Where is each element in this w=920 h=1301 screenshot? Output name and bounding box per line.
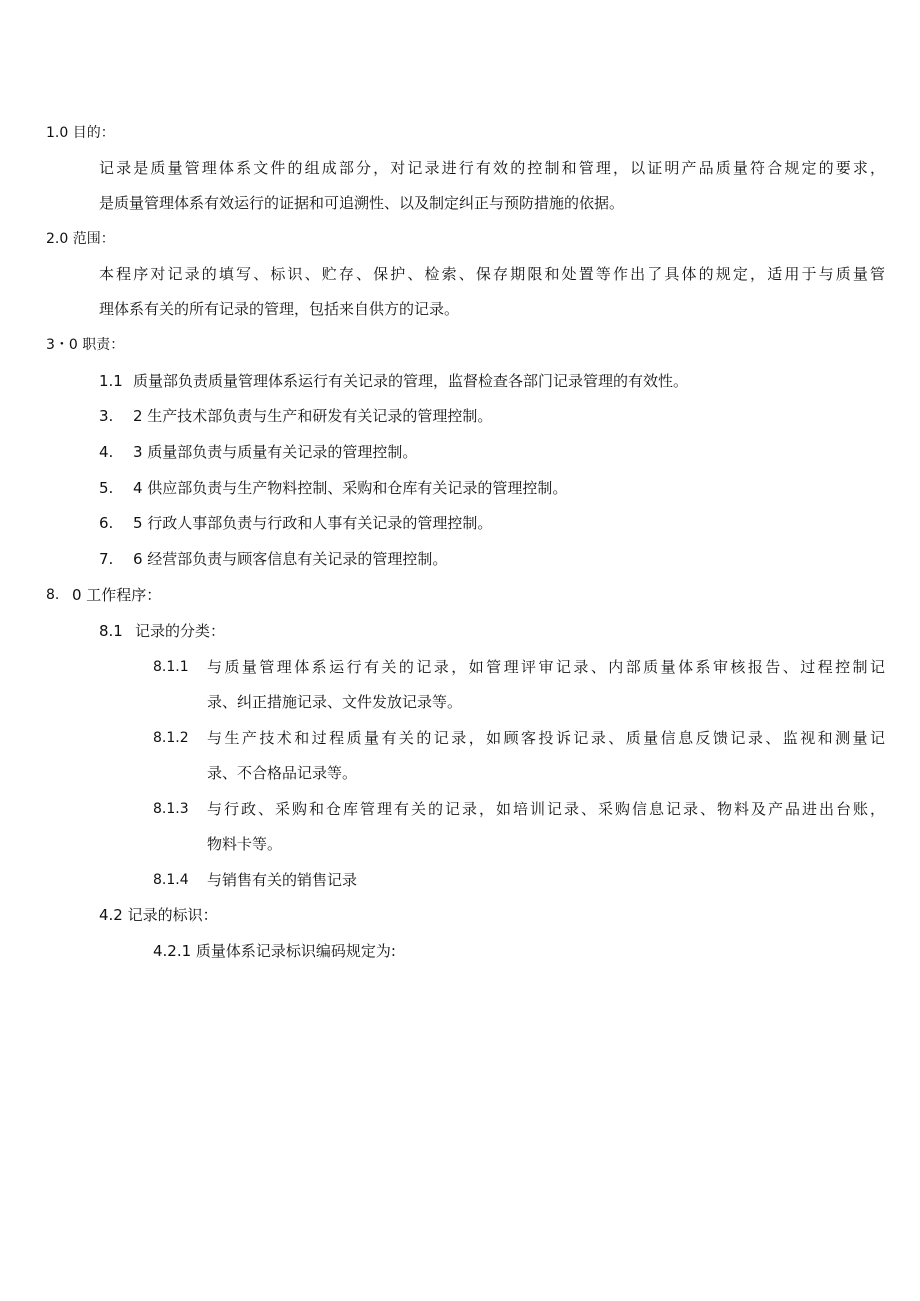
purpose-paragraph-line-1: 记录是质量管理体系文件的组成部分，对记录进行有效的控制和管理，以证明产品质量符合规定的要求，	[99, 159, 885, 177]
section-responsibility-heading: 3・0 职责：	[46, 337, 125, 353]
classification-item-number: 8.1.1	[153, 659, 189, 675]
responsibility-item-text: 6 经营部负责与顾客信息有关记录的管理控制。	[133, 550, 448, 568]
purpose-paragraph-line-2: 是质量管理体系有效运行的证据和可追溯性、以及制定纠正与预防措施的依据。	[99, 194, 625, 212]
scope-paragraph-line-1: 本程序对记录的填写、标识、贮存、保护、检索、保存期限和处置等作出了具体的规定，适用于与质量管	[99, 265, 885, 283]
section-procedure-heading: 0 工作程序：	[72, 586, 162, 604]
responsibility-item-number: 3.	[99, 407, 114, 425]
responsibility-item-number: 6.	[99, 514, 114, 532]
classification-item-line-1: 与质量管理体系运行有关的记录，如管理评审记录、内部质量体系审核报告、过程控制记	[207, 658, 885, 676]
section-scope-heading: 2.0 范围：	[46, 231, 115, 247]
responsibility-item-text: 4 供应部负责与生产物料控制、采购和仓库有关记录的管理控制。	[133, 479, 568, 497]
classification-item-number: 8.1.2	[153, 730, 189, 746]
classification-item-line-1: 与行政、采购和仓库管理有关的记录，如培训记录、采购信息记录、物料及产品进出台账，	[207, 800, 885, 818]
responsibility-item-number: 4.	[99, 443, 114, 461]
classification-item-line-2: 录、纠正措施记录、文件发放记录等。	[207, 693, 463, 711]
scope-paragraph-line-2: 理体系有关的所有记录的管理，包括来自供方的记录。	[99, 300, 460, 318]
responsibility-item-text: 质量部负责质量管理体系运行有关记录的管理，监督检查各部门记录管理的有效性。	[133, 372, 689, 390]
responsibility-item-text: 3 质量部负责与质量有关记录的管理控制。	[133, 443, 418, 461]
classification-item-line-1: 与销售有关的销售记录	[207, 871, 358, 889]
classification-item-number: 8.1.4	[153, 872, 189, 888]
section-purpose-heading: 1.0 目的：	[46, 125, 115, 141]
responsibility-item-text: 5 行政人事部负责与行政和人事有关记录的管理控制。	[133, 514, 493, 532]
classification-item-line-2: 物料卡等。	[207, 835, 283, 853]
identification-heading: 4.2 记录的标识：	[99, 906, 218, 924]
classification-item-number: 8.1.3	[153, 801, 189, 817]
identification-sub-item: 4.2.1 质量体系记录标识编码规定为:	[153, 942, 396, 960]
classification-item-line-1: 与生产技术和过程质量有关的记录，如顾客投诉记录、质量信息反馈记录、监视和测量记	[207, 729, 885, 747]
responsibility-item-number: 7.	[99, 550, 114, 568]
classification-heading: 记录的分类：	[135, 622, 226, 640]
responsibility-item-number: 5.	[99, 479, 114, 497]
classification-item-line-2: 录、不合格品记录等。	[207, 764, 358, 782]
classification-number: 8.1	[99, 622, 123, 640]
section-procedure-heading-number: 8.	[46, 587, 60, 603]
responsibility-item-text: 2 生产技术部负责与生产和研发有关记录的管理控制。	[133, 407, 493, 425]
responsibility-item-number: 1.1	[99, 372, 123, 390]
